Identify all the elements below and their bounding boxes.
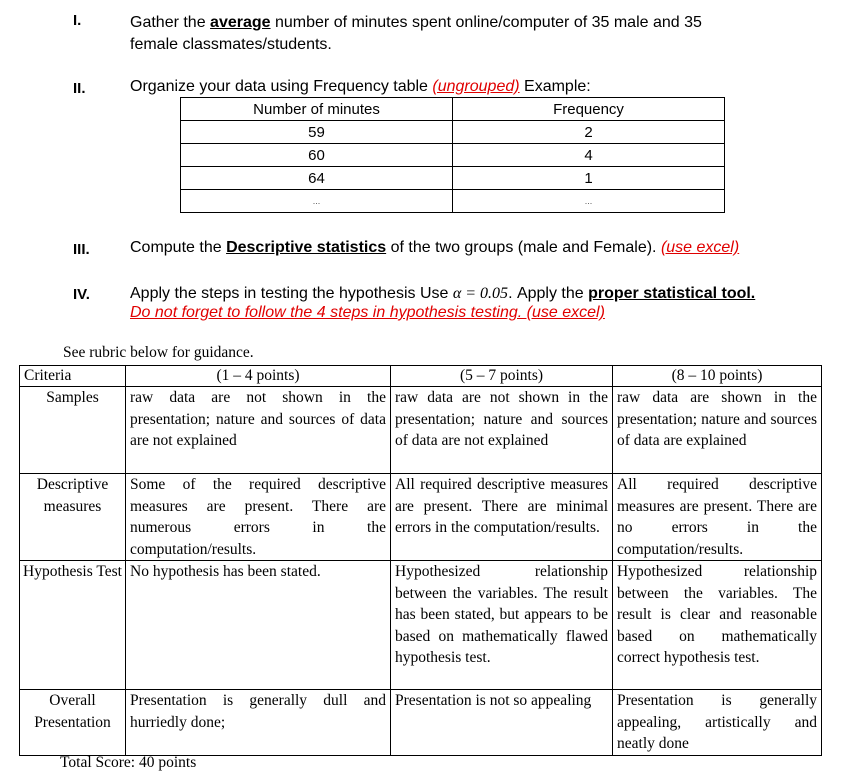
instruction-1: Gather the average number of minutes spent online/computer of 35 male and 35 female classmates/students. [130, 14, 702, 53]
item-number: III. [73, 241, 90, 258]
instruction-4: Apply the steps in testing the hypothesis Use α = 0.05. Apply the proper statistical tool. Do not forget to follow the 4 steps in hypothesis testing. (use excel) [130, 285, 756, 321]
table-row: ... ... [181, 190, 725, 213]
instruction-2: Organize your data using Frequency table (ungrouped) Example: [130, 78, 591, 95]
frequency-table [180, 97, 725, 213]
item-number: I. [73, 12, 82, 29]
column-header: Criteria [20, 366, 126, 387]
rubric-row: Hypothesis Test No hypothesis has been stated. Hypothesized relationship between the variables. The result has been stated, but appears to be based on mathematically flawed hypothesis test. Hypothesized relationship between the variables. The result is clear and reasonable based on mathematically correct hypothesis test. [20, 561, 822, 690]
rubric-row: Overall Presentation Presentation is generally dull and hurriedly done; Presentation is not so appealing Presentation is generally appealing, artistically and neatly done [20, 690, 822, 756]
item-number: II. [73, 80, 86, 97]
total-score: Total Score: 40 points [60, 754, 197, 771]
table-row: 60 4 [181, 144, 725, 167]
rubric-row: Samples raw data are not shown in the presentation; nature and sources of data are not explained raw data are not shown in the presentation; nature and sources of data are not explained raw data are shown in the presentation; nature and sources of data are explained [20, 387, 822, 474]
column-header: Number of minutes [181, 98, 453, 121]
item-number: IV. [73, 286, 90, 303]
rubric-table [19, 365, 822, 756]
instruction-3: Compute the Descriptive statistics of the two groups (male and Female). (use excel) [130, 239, 740, 256]
rubric-row: Descriptive measures Some of the required descriptive measures are present. There are numerous errors in the computation/results. All required descriptive measures are present. There are minimal errors in the computation/results. All required descriptive measures are present. There are no errors in the computation/results. [20, 474, 822, 561]
column-header: (5 – 7 points) [391, 366, 613, 387]
rubric-header-row [20, 366, 822, 387]
column-header: Frequency [453, 98, 725, 121]
table-row: 59 2 [181, 121, 725, 144]
column-header: (1 – 4 points) [126, 366, 391, 387]
column-header: (8 – 10 points) [613, 366, 822, 387]
table-header-row [181, 98, 725, 121]
table-row: 64 1 [181, 167, 725, 190]
rubric-intro: See rubric below for guidance. [63, 344, 254, 361]
